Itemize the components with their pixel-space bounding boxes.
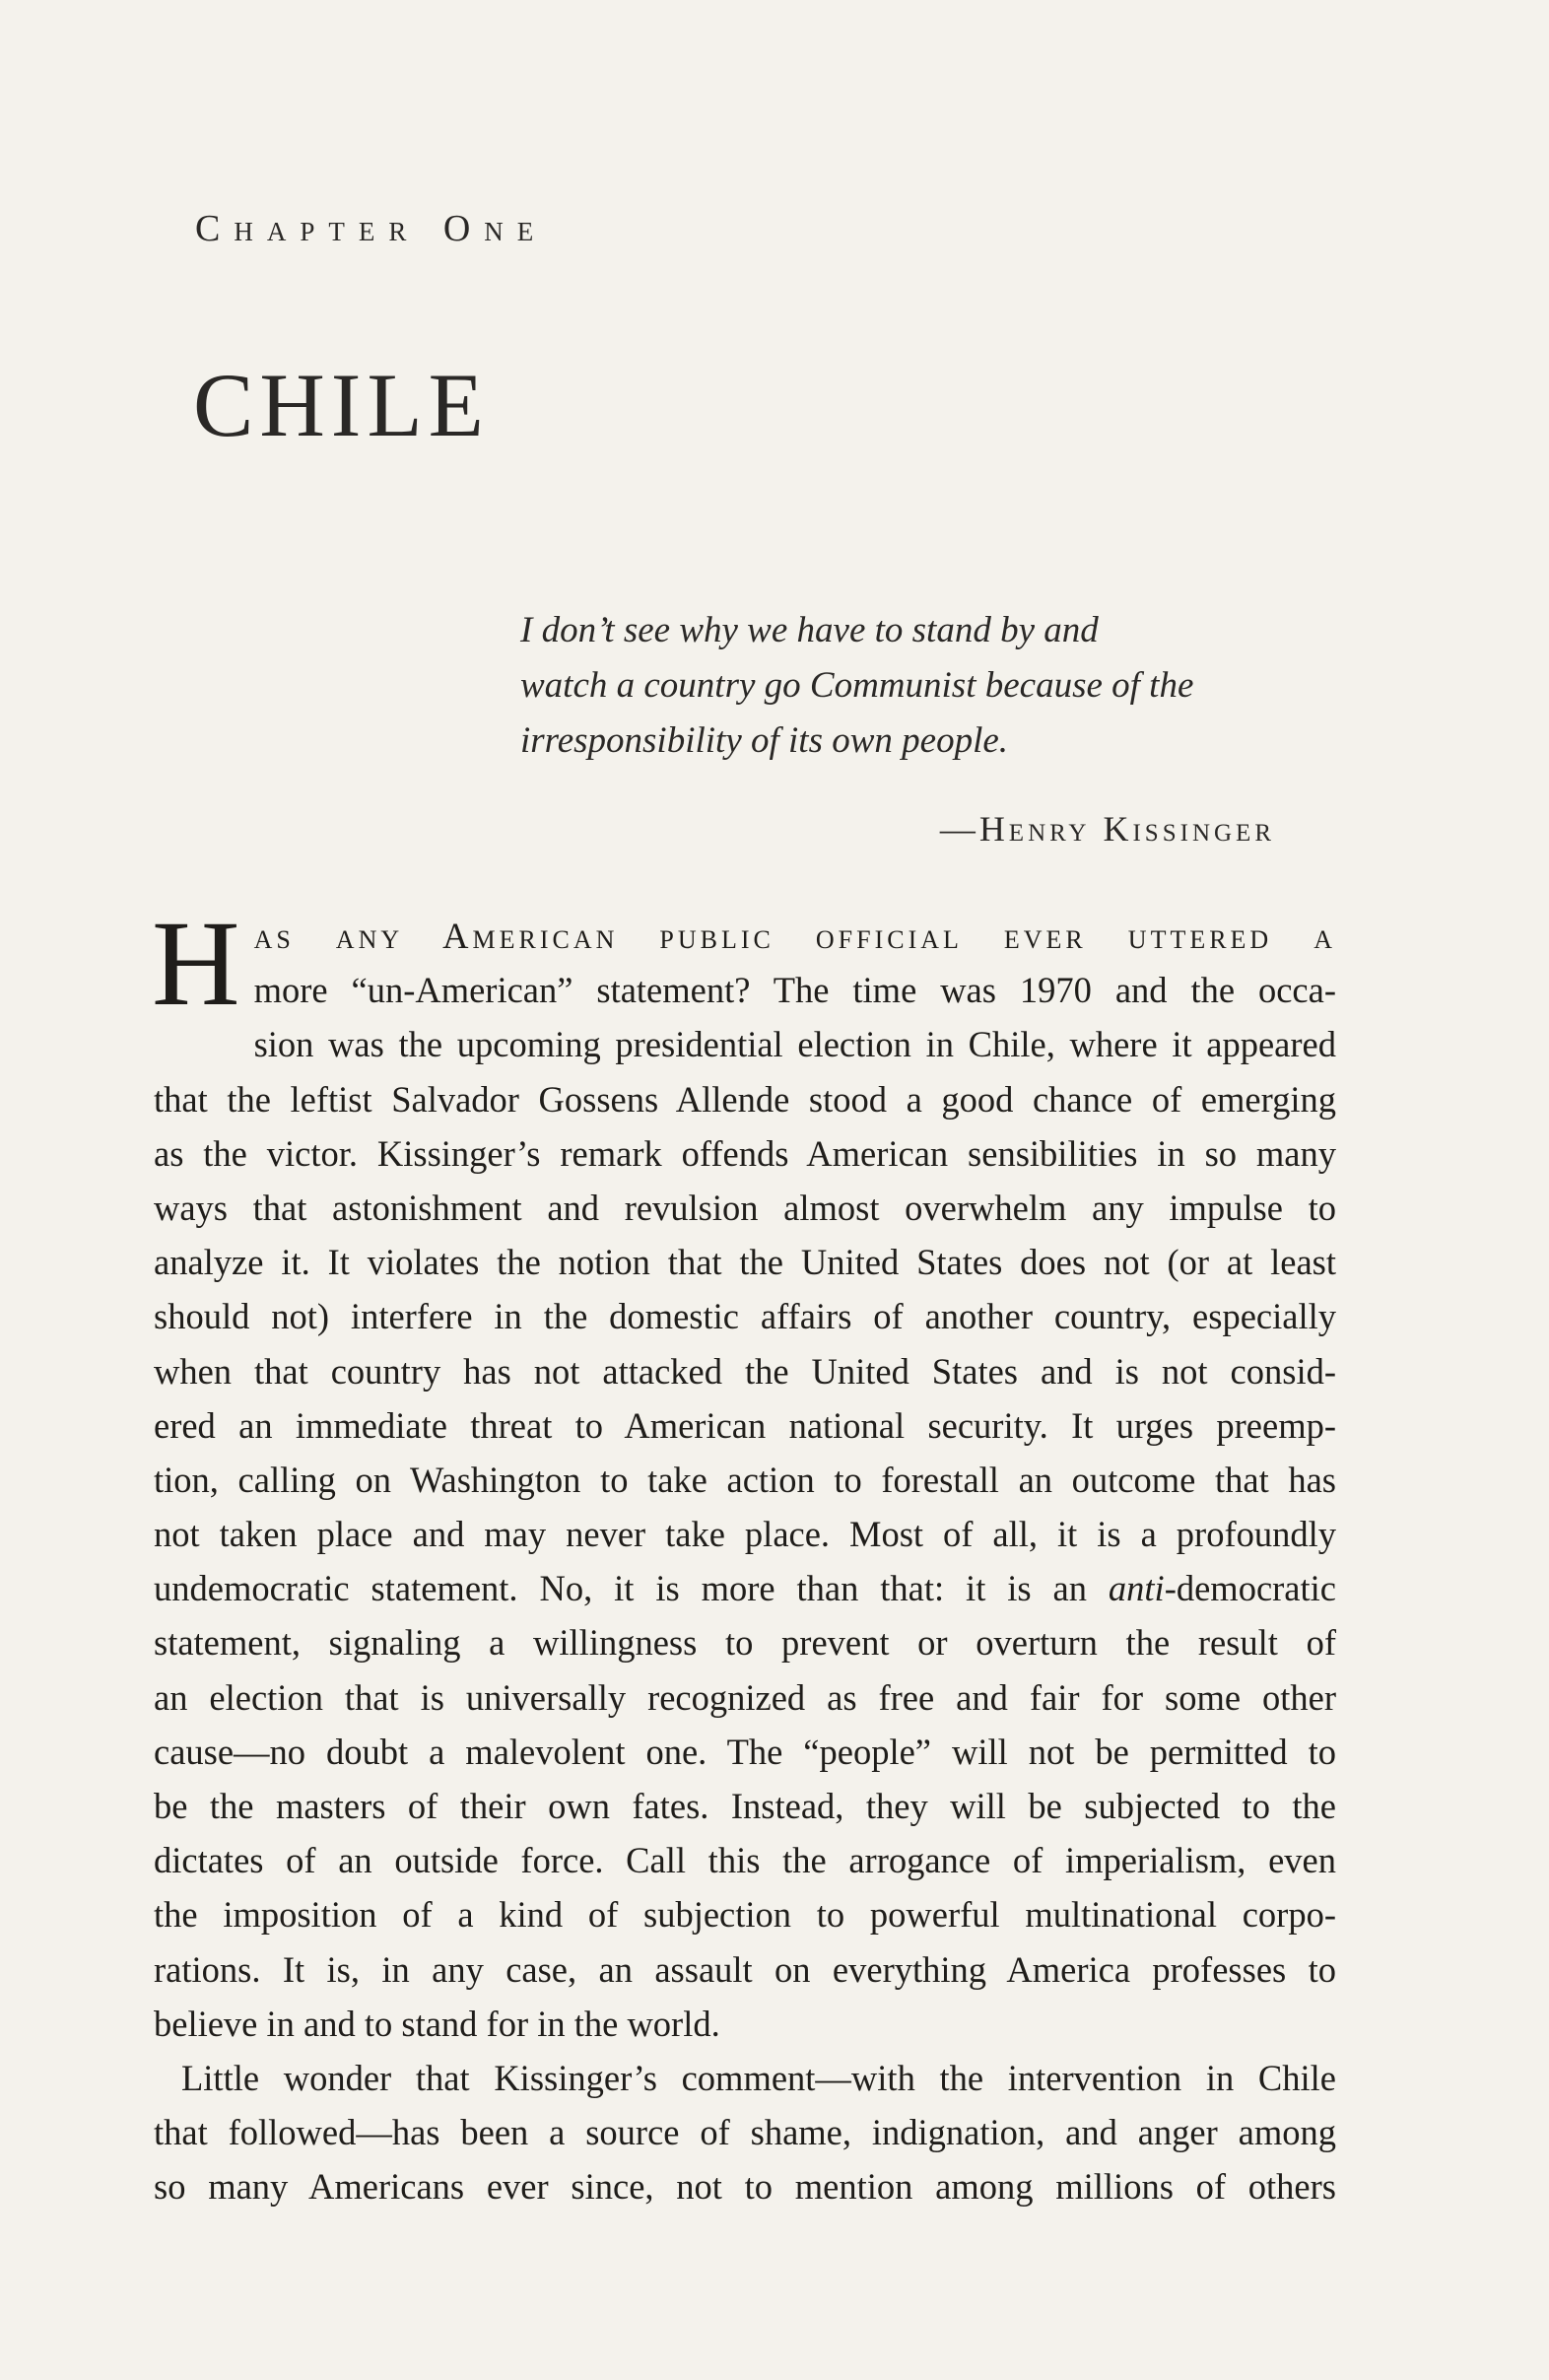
body-line: ways that astonishment and revulsion almost overwhelm any impulse to bbox=[154, 1187, 1336, 1228]
body-line: Little wonder that Kissinger’s comment—with the intervention in Chile bbox=[181, 2057, 1336, 2098]
body-line: that followed—has been a source of shame, indignation, and anger among bbox=[154, 2112, 1336, 2153]
body-line: statement, signaling a willingness to prevent or overturn the result of bbox=[154, 1622, 1336, 1664]
body-line: an election that is universally recognized as free and fair for some other bbox=[154, 1676, 1336, 1718]
body-line: tion, calling on Washington to take action to forestall an outcome that has bbox=[154, 1459, 1336, 1500]
epigraph-line: I don’t see why we have to stand by and bbox=[520, 610, 1099, 650]
anti-line-after: -democratic bbox=[1164, 1568, 1336, 1609]
body-line: ered an immediate threat to American national security. It urges preemp- bbox=[154, 1404, 1336, 1446]
chapter-label: Chapter One bbox=[195, 208, 548, 249]
opening-lines bbox=[152, 896, 1336, 1031]
body-line: not taken place and may never take place. Most of all, it is a profoundly bbox=[154, 1514, 1336, 1555]
epigraph-line: watch a country go Communist because of the bbox=[520, 665, 1194, 706]
body-line: rations. It is, in any case, an assault on everything America professes to bbox=[154, 1948, 1336, 1990]
drop-cap: H bbox=[152, 896, 240, 1031]
body-line: analyze it. It violates the notion that the United States does not (or at least bbox=[154, 1242, 1336, 1283]
epigraph-attribution: —Henry Kissinger bbox=[939, 809, 1275, 849]
lead-in-line: as any American public official ever uttered a bbox=[253, 916, 1336, 956]
epigraph-line: irresponsibility of its own people. bbox=[520, 720, 1009, 761]
body-text bbox=[152, 896, 1336, 2214]
body-line: be the masters of their own fates. Instead, they will be subjected to the bbox=[154, 1786, 1336, 1826]
body-line: sion was the upcoming presidential election in Chile, where it appeared bbox=[253, 1024, 1336, 1065]
body-line: dictates of an outside force. Call this the arrogance of imperialism, even bbox=[154, 1840, 1336, 1881]
chapter-title: CHILE bbox=[193, 355, 490, 455]
body-line-anti bbox=[154, 1561, 1336, 1615]
body-line: that the leftist Salvador Gossens Allende stood a good chance of emerging bbox=[154, 1078, 1336, 1120]
epigraph bbox=[520, 603, 1289, 769]
body-line: the imposition of a kind of subjection to powerful multinational corpo- bbox=[154, 1894, 1336, 1936]
body-line: so many Americans ever since, not to mention among millions of others bbox=[154, 2166, 1336, 2208]
body-line: more “un-American” statement? The time was 1970 and the occa- bbox=[253, 970, 1336, 1011]
body-line: cause—no doubt a malevolent one. The “people” will not be permitted to bbox=[154, 1731, 1336, 1772]
body-line: when that country has not attacked the United States and is not consid- bbox=[154, 1350, 1336, 1392]
body-line: as the victor. Kissinger’s remark offends American sensibilities in so many bbox=[154, 1132, 1336, 1174]
paragraph-end-line: believe in and to stand for in the world. bbox=[154, 2003, 720, 2044]
anti-word: anti bbox=[1108, 1568, 1165, 1609]
body-line: should not) interfere in the domestic affairs of another country, especially bbox=[154, 1296, 1336, 1337]
anti-line-before: undemocratic statement. No, it is more than that: it is an bbox=[154, 1568, 1109, 1609]
